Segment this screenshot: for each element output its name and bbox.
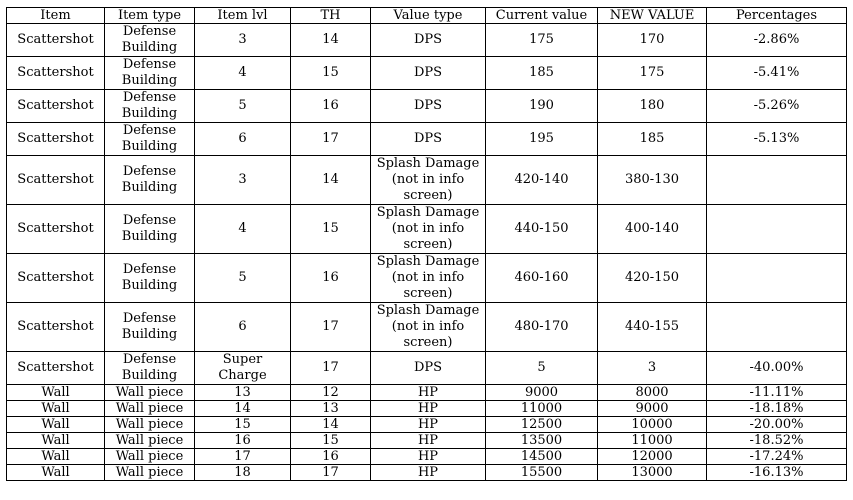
table-row bbox=[7, 156, 847, 205]
table-row bbox=[7, 352, 847, 385]
header-row bbox=[7, 8, 847, 24]
cell-value-type: HP bbox=[371, 417, 486, 433]
header-item-type: Item type bbox=[105, 8, 195, 24]
cell-new-value: 400-140 bbox=[598, 205, 707, 254]
table-row bbox=[7, 417, 847, 433]
cell-item-type: Defense Building bbox=[105, 123, 195, 156]
cell-current-value: 9000 bbox=[486, 385, 598, 401]
cell-th: 13 bbox=[291, 401, 371, 417]
cell-current-value: 12500 bbox=[486, 417, 598, 433]
header-new-value: NEW VALUE bbox=[598, 8, 707, 24]
cell-current-value: 480-170 bbox=[486, 303, 598, 352]
cell-value-type: DPS bbox=[371, 57, 486, 90]
table-row bbox=[7, 254, 847, 303]
cell-new-value: 3 bbox=[598, 352, 707, 385]
table-row bbox=[7, 433, 847, 449]
cell-th: 17 bbox=[291, 465, 371, 481]
table-row bbox=[7, 90, 847, 123]
cell-item: Scattershot bbox=[7, 205, 105, 254]
cell-new-value: 11000 bbox=[598, 433, 707, 449]
cell-percentage: -40.00% bbox=[707, 352, 847, 385]
cell-item-type: Defense Building bbox=[105, 57, 195, 90]
cell-value-type: Splash Damage (not in info screen) bbox=[371, 156, 486, 205]
table-row bbox=[7, 205, 847, 254]
cell-th: 15 bbox=[291, 433, 371, 449]
cell-item-type: Wall piece bbox=[105, 449, 195, 465]
cell-item-type: Wall piece bbox=[105, 401, 195, 417]
cell-th: 15 bbox=[291, 57, 371, 90]
cell-item-lvl: 3 bbox=[195, 24, 291, 57]
cell-th: 16 bbox=[291, 90, 371, 123]
cell-percentage: -5.26% bbox=[707, 90, 847, 123]
cell-item-lvl: 18 bbox=[195, 465, 291, 481]
cell-value-type: HP bbox=[371, 401, 486, 417]
cell-item: Wall bbox=[7, 401, 105, 417]
cell-item: Scattershot bbox=[7, 303, 105, 352]
cell-th: 17 bbox=[291, 352, 371, 385]
cell-item: Scattershot bbox=[7, 352, 105, 385]
cell-th: 12 bbox=[291, 385, 371, 401]
cell-value-type: DPS bbox=[371, 123, 486, 156]
cell-percentage: -17.24% bbox=[707, 449, 847, 465]
cell-item: Scattershot bbox=[7, 90, 105, 123]
cell-current-value: 190 bbox=[486, 90, 598, 123]
cell-value-type: DPS bbox=[371, 24, 486, 57]
cell-item: Wall bbox=[7, 385, 105, 401]
cell-current-value: 11000 bbox=[486, 401, 598, 417]
cell-item-type: Wall piece bbox=[105, 385, 195, 401]
table-row bbox=[7, 449, 847, 465]
cell-new-value: 175 bbox=[598, 57, 707, 90]
header-item: Item bbox=[7, 8, 105, 24]
cell-item: Scattershot bbox=[7, 123, 105, 156]
cell-percentage: -5.41% bbox=[707, 57, 847, 90]
cell-item-type: Wall piece bbox=[105, 433, 195, 449]
cell-current-value: 195 bbox=[486, 123, 598, 156]
cell-item-type: Defense Building bbox=[105, 254, 195, 303]
cell-item: Wall bbox=[7, 465, 105, 481]
cell-item: Wall bbox=[7, 449, 105, 465]
cell-th: 15 bbox=[291, 205, 371, 254]
cell-th: 17 bbox=[291, 303, 371, 352]
cell-item-type: Defense Building bbox=[105, 156, 195, 205]
cell-percentage: -2.86% bbox=[707, 24, 847, 57]
cell-new-value: 420-150 bbox=[598, 254, 707, 303]
cell-item-lvl: 4 bbox=[195, 57, 291, 90]
header-th: TH bbox=[291, 8, 371, 24]
cell-percentage: -11.11% bbox=[707, 385, 847, 401]
cell-th: 14 bbox=[291, 417, 371, 433]
cell-value-type: HP bbox=[371, 449, 486, 465]
cell-value-type: Splash Damage (not in info screen) bbox=[371, 303, 486, 352]
table-row bbox=[7, 385, 847, 401]
table-row bbox=[7, 303, 847, 352]
cell-item-lvl: 5 bbox=[195, 254, 291, 303]
cell-item-type: Defense Building bbox=[105, 90, 195, 123]
cell-th: 16 bbox=[291, 254, 371, 303]
cell-new-value: 12000 bbox=[598, 449, 707, 465]
header-item-lvl: Item lvl bbox=[195, 8, 291, 24]
cell-item-lvl: 6 bbox=[195, 123, 291, 156]
cell-new-value: 180 bbox=[598, 90, 707, 123]
cell-value-type: HP bbox=[371, 433, 486, 449]
cell-new-value: 13000 bbox=[598, 465, 707, 481]
cell-new-value: 8000 bbox=[598, 385, 707, 401]
cell-percentage: -18.52% bbox=[707, 433, 847, 449]
cell-item-type: Defense Building bbox=[105, 352, 195, 385]
cell-value-type: Splash Damage (not in info screen) bbox=[371, 205, 486, 254]
cell-new-value: 440-155 bbox=[598, 303, 707, 352]
cell-item-type: Wall piece bbox=[105, 417, 195, 433]
cell-new-value: 170 bbox=[598, 24, 707, 57]
cell-percentage: -16.13% bbox=[707, 465, 847, 481]
cell-new-value: 10000 bbox=[598, 417, 707, 433]
table-row bbox=[7, 123, 847, 156]
cell-item-lvl: 4 bbox=[195, 205, 291, 254]
cell-item: Scattershot bbox=[7, 156, 105, 205]
cell-percentage bbox=[707, 303, 847, 352]
cell-item-lvl: 13 bbox=[195, 385, 291, 401]
cell-value-type: HP bbox=[371, 465, 486, 481]
cell-th: 14 bbox=[291, 24, 371, 57]
cell-percentage bbox=[707, 254, 847, 303]
cell-current-value: 5 bbox=[486, 352, 598, 385]
cell-item-lvl: 17 bbox=[195, 449, 291, 465]
cell-current-value: 15500 bbox=[486, 465, 598, 481]
cell-percentage: -20.00% bbox=[707, 417, 847, 433]
cell-current-value: 13500 bbox=[486, 433, 598, 449]
cell-item-lvl: 6 bbox=[195, 303, 291, 352]
cell-item: Scattershot bbox=[7, 57, 105, 90]
cell-th: 17 bbox=[291, 123, 371, 156]
cell-th: 14 bbox=[291, 156, 371, 205]
header-value-type: Value type bbox=[371, 8, 486, 24]
cell-item: Scattershot bbox=[7, 254, 105, 303]
cell-percentage bbox=[707, 156, 847, 205]
cell-value-type: DPS bbox=[371, 90, 486, 123]
cell-percentage: -5.13% bbox=[707, 123, 847, 156]
cell-item: Wall bbox=[7, 433, 105, 449]
table-row bbox=[7, 401, 847, 417]
cell-item-lvl: 14 bbox=[195, 401, 291, 417]
cell-item-lvl: Super Charge bbox=[195, 352, 291, 385]
cell-current-value: 14500 bbox=[486, 449, 598, 465]
header-percentages: Percentages bbox=[707, 8, 847, 24]
cell-current-value: 420-140 bbox=[486, 156, 598, 205]
cell-item: Wall bbox=[7, 417, 105, 433]
cell-new-value: 9000 bbox=[598, 401, 707, 417]
cell-item: Scattershot bbox=[7, 24, 105, 57]
cell-item-type: Wall piece bbox=[105, 465, 195, 481]
table-row bbox=[7, 24, 847, 57]
cell-item-type: Defense Building bbox=[105, 24, 195, 57]
cell-percentage: -18.18% bbox=[707, 401, 847, 417]
cell-current-value: 175 bbox=[486, 24, 598, 57]
cell-value-type: HP bbox=[371, 385, 486, 401]
cell-current-value: 460-160 bbox=[486, 254, 598, 303]
cell-value-type: Splash Damage (not in info screen) bbox=[371, 254, 486, 303]
cell-value-type: DPS bbox=[371, 352, 486, 385]
table-row bbox=[7, 465, 847, 481]
cell-current-value: 185 bbox=[486, 57, 598, 90]
cell-current-value: 440-150 bbox=[486, 205, 598, 254]
cell-item-lvl: 5 bbox=[195, 90, 291, 123]
cell-item-lvl: 16 bbox=[195, 433, 291, 449]
cell-percentage bbox=[707, 205, 847, 254]
cell-item-type: Defense Building bbox=[105, 205, 195, 254]
balance-table bbox=[6, 7, 847, 481]
table-row bbox=[7, 57, 847, 90]
cell-new-value: 185 bbox=[598, 123, 707, 156]
cell-new-value: 380-130 bbox=[598, 156, 707, 205]
cell-item-lvl: 15 bbox=[195, 417, 291, 433]
cell-item-type: Defense Building bbox=[105, 303, 195, 352]
header-current-value: Current value bbox=[486, 8, 598, 24]
cell-item-lvl: 3 bbox=[195, 156, 291, 205]
cell-th: 16 bbox=[291, 449, 371, 465]
